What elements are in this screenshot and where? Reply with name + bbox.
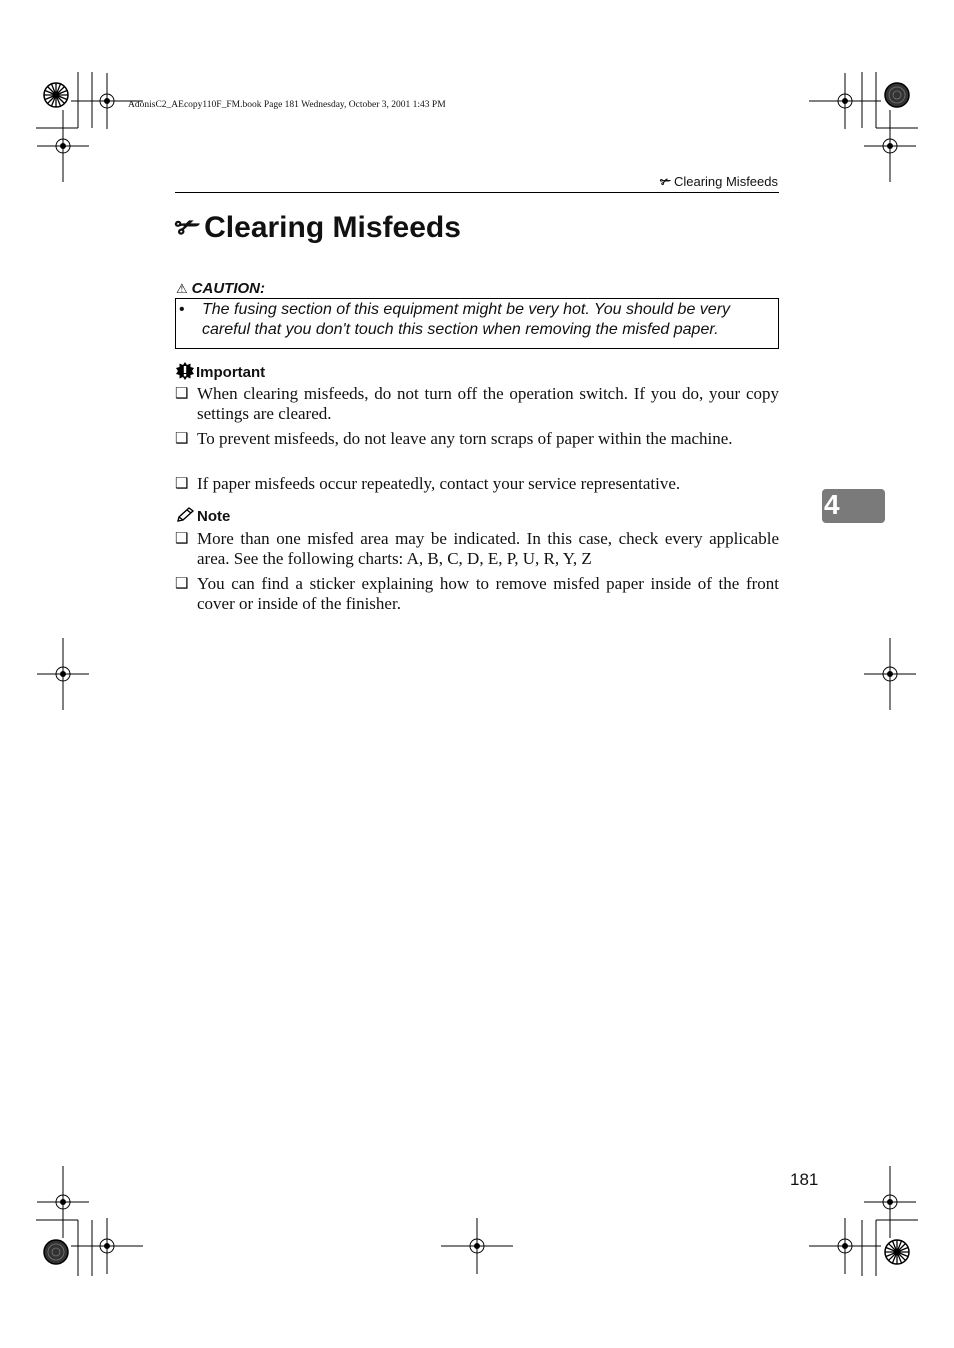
- checkbox-bullet-icon: ❑: [175, 386, 189, 402]
- list-item-text: When clearing misfeeds, do not turn off the operation switch. If you do, your copy settings are cleared.: [197, 384, 779, 423]
- list-item-text: More than one misfed area may be indicated. In this case, check every applicable area. See the following charts: A, B, C, D, E, P, U, R, Y, Z: [197, 529, 779, 568]
- list-item: [175, 384, 779, 424]
- note-label: Note: [197, 508, 231, 525]
- checkbox-bullet-icon: ❑: [175, 476, 189, 492]
- running-header: [500, 174, 778, 190]
- important-heading: [176, 362, 265, 381]
- running-title: Clearing Misfeeds: [673, 174, 778, 189]
- page-title: [175, 210, 461, 245]
- list-item-text: To prevent misfeeds, do not leave any torn scraps of paper within the machine.: [197, 429, 733, 448]
- caution-heading: [176, 280, 265, 297]
- note-heading: [176, 507, 230, 525]
- list-item-text: If paper misfeeds occur repeatedly, contact your service representative.: [197, 474, 681, 493]
- chapter-tab: [822, 489, 885, 523]
- list-item: [175, 529, 779, 569]
- warning-icon: ⚠: [176, 281, 188, 296]
- chapter-number: 4: [824, 489, 840, 520]
- misfeed-icon: ✃: [175, 211, 199, 244]
- page-number: 181: [790, 1170, 819, 1189]
- caution-bullet: •: [179, 301, 185, 318]
- caution-label: CAUTION:: [191, 280, 265, 297]
- checkbox-bullet-icon: ❑: [175, 531, 189, 547]
- list-item: [175, 429, 779, 449]
- checkbox-bullet-icon: ❑: [175, 576, 189, 592]
- print-info: AdonisC2_AEcopy110F_FM.book Page 181 Wednesday, October 3, 2001 1:43 PM: [128, 100, 446, 110]
- caution-text: The fusing section of this equipment might be very hot. You should be very careful that you don't touch this section when removing the misfed paper.: [202, 301, 731, 338]
- header-rule: [175, 192, 779, 193]
- checkbox-bullet-icon: ❑: [175, 431, 189, 447]
- page-title-text: Clearing Misfeeds: [204, 211, 461, 244]
- important-icon: [176, 362, 194, 380]
- pencil-icon: [176, 507, 194, 523]
- registration-target-icon: [37, 73, 916, 1274]
- color-wheel-icon: [44, 83, 909, 1264]
- list-item: [175, 474, 779, 494]
- misfeed-icon: ✃: [660, 174, 670, 189]
- list-item: [175, 574, 779, 614]
- list-item-text: You can find a sticker explaining how to remove misfed paper inside of the front cover or inside of the finisher.: [197, 574, 779, 613]
- important-label: Important: [196, 364, 266, 381]
